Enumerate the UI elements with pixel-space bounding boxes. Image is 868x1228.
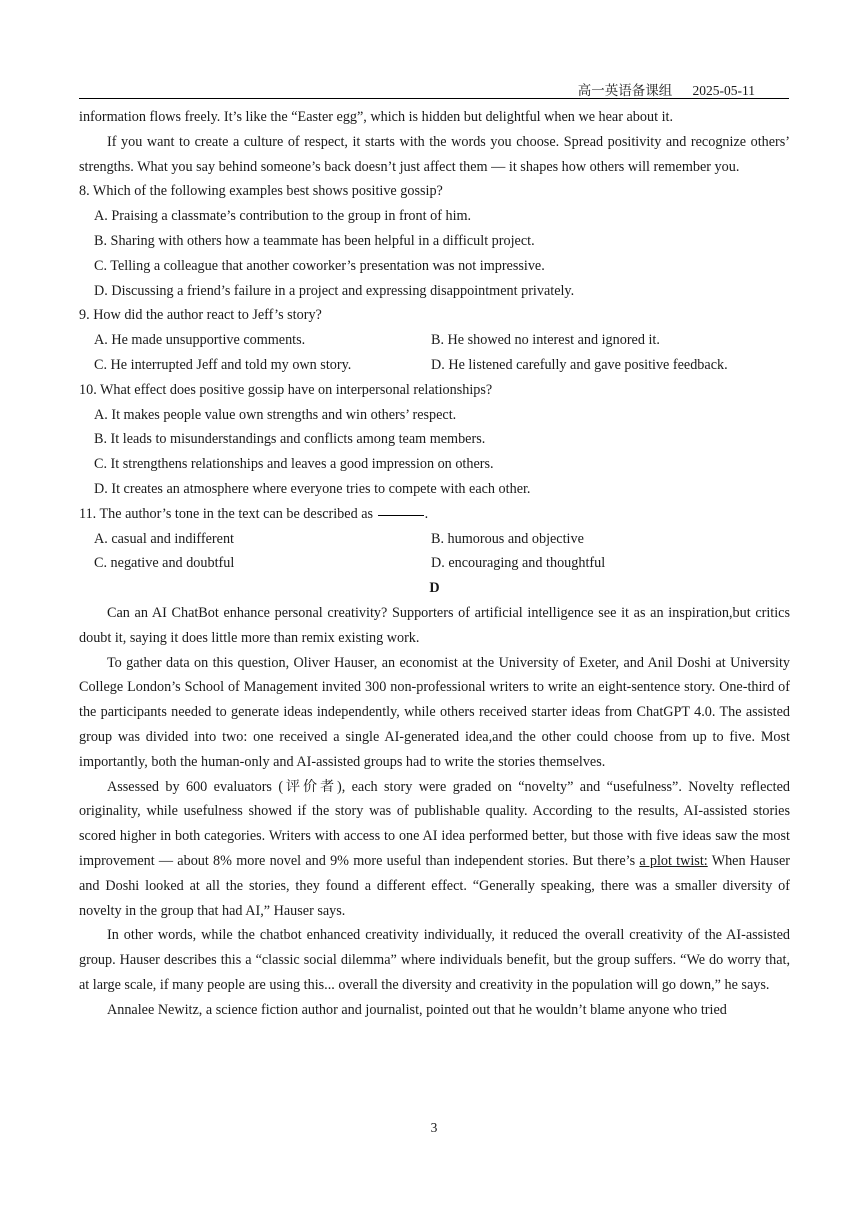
question-stem: 8. Which of the following examples best shows positive gossip? xyxy=(79,183,443,200)
option-c: C. Telling a colleague that another coworker’s presentation was not impressive. xyxy=(94,257,545,274)
question-stem-end: . xyxy=(424,505,429,522)
question-stem-text: 11. The author’s tone in the text can be described as xyxy=(79,505,374,522)
page-header xyxy=(79,78,789,99)
option-b: B. He showed no interest and ignored it. xyxy=(431,332,660,349)
header-text: 高一英语备课组 2025-05-11 xyxy=(577,83,755,98)
passage-d-paragraph: Annalee Newitz, a science fiction author and journalist, pointed out that he wouldn’t blame anyone who tried xyxy=(107,1001,727,1018)
passage-c-paragraph: If you want to create a culture of respect, it starts with the words you choose. Spread positivity and recognize others’ strengths. What you say behind someone’s back doesn’t just affect them — it shapes how others will remember you. xyxy=(79,133,790,175)
option-c: C. negative and doubtful xyxy=(94,555,235,572)
underlined-phrase: a plot twist: xyxy=(639,852,708,869)
passage-d-paragraph: To gather data on this question, Oliver Hauser, an economist at the University of Exeter, and Anil Doshi at University College London’s School of Management invited 300 non-professional writers to write an eight-sentence story. One-third of the participants needed to generate ideas independently, while others received starter ideas from ChatGPT 4.0. The assisted group was divided into two: one received a single AI-generated idea,and the other could choose from up to five. Most importantly, both the human-only and AI-assisted groups had to write the stories themselves. xyxy=(79,654,790,770)
question-8 xyxy=(79,179,790,303)
question-10 xyxy=(79,378,790,502)
question-11 xyxy=(79,502,790,576)
option-b: B. humorous and objective xyxy=(431,530,584,547)
question-stem xyxy=(79,502,790,527)
section-title: D xyxy=(429,580,440,597)
passage-c-paragraph: information flows freely. It’s like the “Easter egg”, which is hidden but delightful when we hear about it. xyxy=(79,109,673,125)
option-a: A. It makes people value own strengths and win others’ respect. xyxy=(94,406,457,423)
option-d: D. He listened carefully and gave positive feedback. xyxy=(431,356,728,373)
option-b: B. Sharing with others how a teammate has been helpful in a difficult project. xyxy=(94,232,535,249)
answer-blank xyxy=(378,514,424,516)
option-a: A. He made unsupportive comments. xyxy=(94,332,306,349)
question-stem: 9. How did the author react to Jeff’s story? xyxy=(79,307,322,324)
option-d: D. It creates an atmosphere where everyone tries to compete with each other. xyxy=(94,480,531,497)
option-d: D. encouraging and thoughtful xyxy=(431,555,606,572)
option-a: A. Praising a classmate’s contribution to the group in front of him. xyxy=(94,208,472,225)
option-d: D. Discussing a friend’s failure in a project and expressing disappointment privately. xyxy=(94,282,575,299)
paragraph-text: When Hauser and Doshi looked at all the stories, they found a different effect. “Generally speaking, there was a smaller diversity of novelty in the group that had AI,” Hauser says. xyxy=(79,852,790,919)
paragraph-text: Assessed by 600 evaluators (评价者), each story were graded on “novelty” and “usefulness”. Novelty reflected originality, while usefulness showed if the story was of publishable quality. According to the results, AI-assisted stories scored higher in both categories. Writers with access to one AI idea performed better, but those with five ideas saw the most improvement — about 8% more novel and 9% more useful than independent stories. But there’s xyxy=(79,778,790,869)
option-c: C. He interrupted Jeff and told my own story. xyxy=(94,356,352,373)
passage-d-paragraph: In other words, while the chatbot enhanced creativity individually, it reduced the overall creativity of the AI-assisted group. Hauser describes this a “classic social dilemma” where individuals benefit, but the group suffers. “We do worry that, at large scale, if many people are using this... overall the diversity and creativity in the population will go down,” he says. xyxy=(79,927,790,993)
option-b: B. It leads to misunderstandings and conflicts among team members. xyxy=(94,431,486,448)
question-stem: 10. What effect does positive gossip have on interpersonal relationships? xyxy=(79,381,493,398)
option-a: A. casual and indifferent xyxy=(94,530,234,547)
question-9 xyxy=(79,303,790,377)
page-number: 3 xyxy=(430,1120,438,1135)
option-c: C. It strengthens relationships and leaves a good impression on others. xyxy=(94,456,494,473)
page-content xyxy=(79,105,790,1022)
passage-d-paragraph: Can an AI ChatBot enhance personal creativity? Supporters of artificial intelligence see it as an inspiration,but critics doubt it, saying it does little more than remix existing work. xyxy=(79,604,790,646)
passage-d-paragraph xyxy=(79,775,790,924)
